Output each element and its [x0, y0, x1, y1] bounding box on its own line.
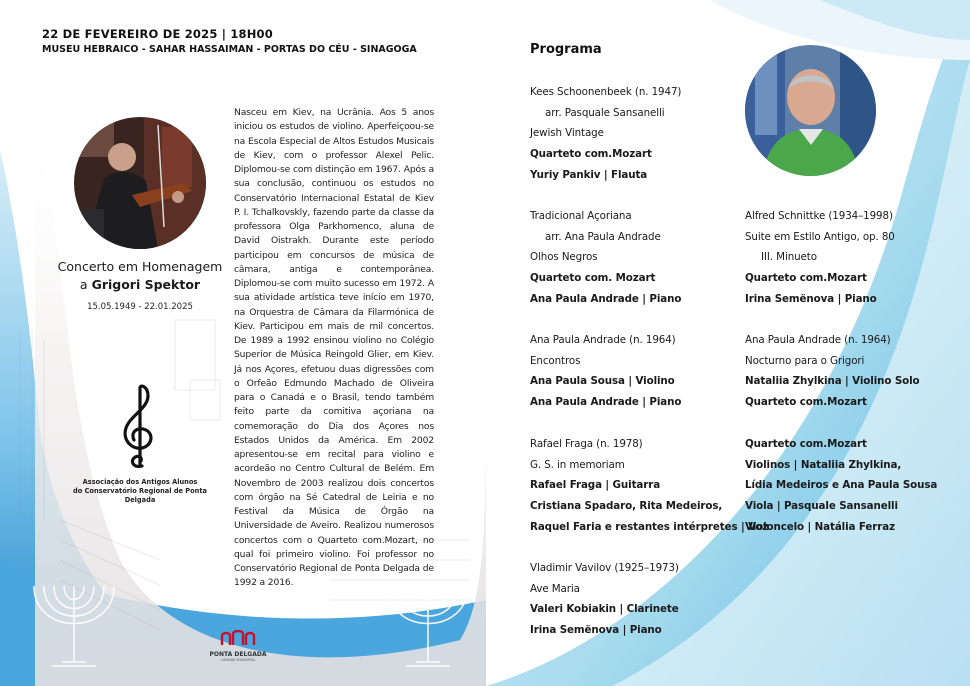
programa-performer-line: Lídia Medeiros e Ana Paula Sousa — [745, 479, 938, 492]
programa-performer-line: Valeri Kobiakin | Clarinete — [530, 603, 679, 616]
programa-performer-line: Quarteto com.Mozart — [745, 272, 867, 285]
programa-performer-line: Quarteto com.Mozart — [745, 396, 867, 409]
programa-work-line: Vladimir Vavilov (1925–1973) — [530, 562, 679, 574]
tribute-title-line1: Concerto em Homenagem — [57, 259, 223, 274]
programa-performer-line: Viola | Pasquale Sansanelli — [745, 500, 898, 513]
tribute-title-prefix: a — [79, 277, 92, 292]
programa-item — [745, 434, 937, 537]
programa-performer-line: Nataliia Zhylkina | Violino Solo — [745, 375, 920, 388]
programa-performer-line: Irina Semënova | Piano — [745, 292, 877, 305]
programa-work-line: Kees Schoonenbeek (n. 1947) — [530, 86, 682, 98]
programa-performer-line: Ana Paula Sousa | Violino — [530, 375, 675, 388]
programa-item — [530, 558, 679, 641]
programa-performer-line: Irina Semënova | Piano — [530, 624, 662, 637]
biography-text: Nasceu em Kiev, na Ucrânia. Aos 5 anos iniciou os estudos de violino. Aperfeiçoou-se na Escola Especial de Altos Estudos Musicais de Kiev, com o professor Alexel Pelic. Diplomou-se com distinção em 1967. Após a sua conclusão, continuou os estudos no Conservatório Internacional Estatal de Kiev P. I. Tchalkovskly, fazendo parte da classe da professora Olga Parkhomenco, aluna de David Oistrakh. Durante este período participou em concursos de música de câmara, antiga e contemporânea. Diplomou-se com muito sucesso em 1972. A sua atividade artística teve início em 1970, na Orquestra de Câmara da Filarmónica de Kiev. Participou em mais de mil concertos. De 1989 a 1992 ensinou violino no Colégio Superior de Música Reingold Glier, em Kiev. Já nos Açores, efetuou duas digressões com o Orfeão Edmundo Machado de Oliveira para o Canadá e o Brasil, tendo também feito parte da comitiva açoriana na comemoração do Dia dos Açores nos Estados Unidos da América. Em 2002 apresentou-se em recital para violino e acordeão no Centro Cultural de Belém. Em Novembro de 2003 realizou dois concertos com órgão na Sé Catedral de Leiria e no Festival da Música de Órgão na Universidade de Aveiro. Realizou numerosos concertos com o Quarteto com.Mozart, no qual foi primeiro violino. Foi professor no Conservatório Regional de Ponta Delgada de 1992 a 2016. — [234, 107, 434, 589]
concert-venue: MUSEU HEBRAICO - SAHAR HASSAIMAN - PORTAS DO CÉU - SINAGOGA — [42, 44, 417, 55]
logo-subtitle: CÂMARA MUNICIPAL — [220, 658, 256, 662]
treble-clef-icon — [118, 382, 162, 472]
programa-work-line: III. Minueto — [761, 251, 817, 264]
programa-performer-line: Quarteto com.Mozart — [530, 148, 652, 161]
programa-work-line: arr. Ana Paula Andrade — [545, 230, 661, 243]
programa-item — [530, 82, 681, 185]
programa-item — [530, 434, 768, 537]
programa-work-line: Encontros — [530, 354, 581, 367]
programa-item — [530, 330, 681, 413]
programa-left-column — [530, 82, 769, 652]
programa-work-line: Jewish Vintage — [530, 127, 604, 140]
elder-portrait — [745, 45, 876, 176]
programa-work-line: Nocturno para o Grigori — [745, 354, 865, 367]
association-line1: Associação dos Antigos Alunos — [82, 478, 198, 486]
programa-work-line: Olhos Negros — [530, 251, 598, 264]
programa-work-line: Ana Paula Andrade (n. 1964) — [745, 334, 891, 346]
tribute-title — [55, 258, 225, 294]
programa-performer-line: Violoncelo | Natália Ferraz — [745, 520, 895, 533]
programa-work-line: Tradicional Açoriana — [530, 210, 632, 222]
programa-item — [745, 330, 920, 413]
programa-work-line: arr. Pasquale Sansanelli — [545, 106, 665, 119]
programa-performer-line: Ana Paula Andrade | Piano — [530, 396, 682, 409]
programa-performer-line: Quarteto com.Mozart — [745, 438, 867, 450]
programa-performer-line: Quarteto com. Mozart — [530, 272, 656, 285]
programa-work-line: Ana Paula Andrade (n. 1964) — [530, 334, 676, 346]
logo-mark-icon — [220, 630, 256, 646]
programa-performer-line: Yuriy Pankiv | Flauta — [530, 168, 648, 181]
programa-item — [745, 206, 895, 309]
programa-performer-line: Raquel Faria e restantes intérpretes | Voz — [530, 520, 769, 533]
programa-work-line: Rafael Fraga (n. 1978) — [530, 438, 643, 450]
programa-work-line: Alfred Schnittke (1934–1998) — [745, 210, 893, 222]
programa-work-line: Suite em Estilo Antigo, op. 80 — [745, 230, 895, 243]
tribute-name: Grigori Spektor — [91, 277, 201, 292]
concert-date: 22 DE FEVEREIRO DE 2025 | 18H00 — [42, 27, 273, 41]
programa-right-column — [745, 206, 945, 546]
menorah-icon — [376, 566, 480, 676]
menorah-icon — [22, 566, 126, 676]
programa-work-line: Ave Maria — [530, 582, 580, 595]
association-credit — [60, 478, 220, 505]
programa-performer-line: Ana Paula Andrade | Piano — [530, 292, 682, 305]
programa-performer-line: Violinos | Nataliia Zhylkina, — [745, 458, 902, 471]
programa-performer-line: Cristiana Spadaro, Rita Medeiros, — [530, 500, 723, 513]
ponta-delgada-logo — [206, 630, 270, 662]
programa-performer-line: Rafael Fraga | Guitarra — [530, 479, 661, 492]
tribute-dates: 15.05.1949 - 22.01.2025 — [87, 302, 193, 312]
logo-name: PONTA DELGADA — [209, 651, 267, 658]
association-line2: do Conservatório Regional de Ponta Delgada — [73, 487, 207, 504]
programa-title: Programa — [530, 42, 602, 57]
programa-work-line: G. S. in memoriam — [530, 458, 625, 471]
violinist-portrait — [74, 117, 206, 249]
programa-item — [530, 206, 681, 309]
